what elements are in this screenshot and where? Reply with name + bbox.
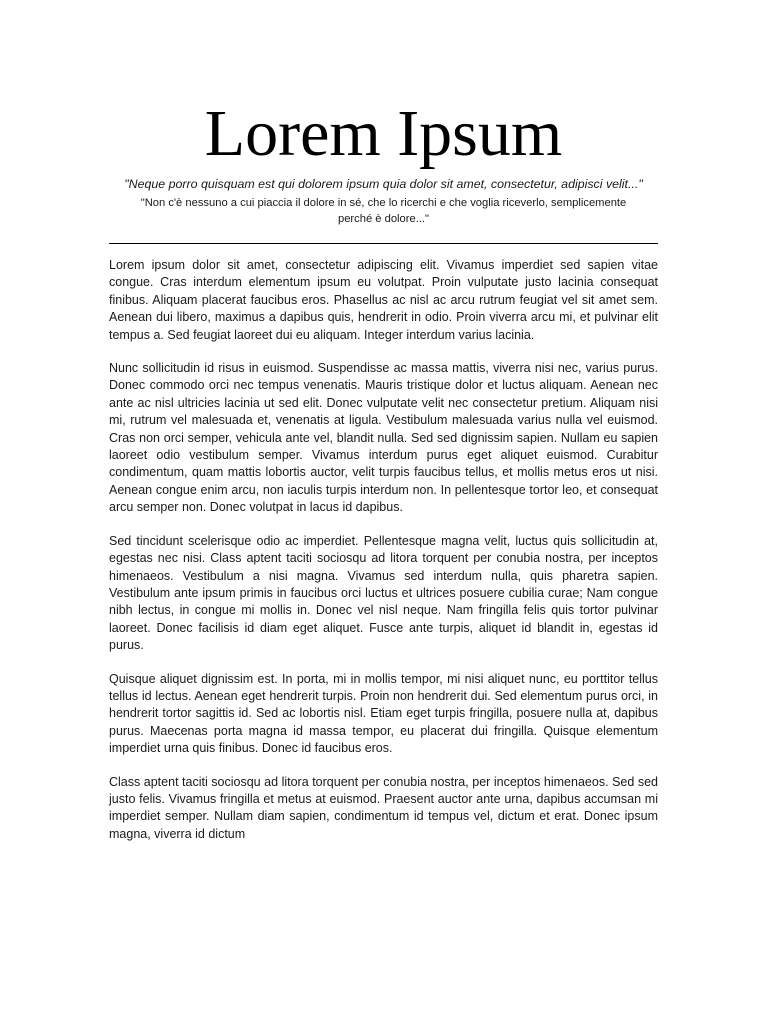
document-page [109,94,658,859]
paragraph-1: Lorem ipsum dolor sit amet, consectetur adipiscing elit. Vivamus imperdiet sed sapien vitae congue. Cras interdum elementum ipsum eu volutpat. Proin vulputate justo lacinia consequat finibus. Aliquam placerat faucibus eros. Phasellus ac nisl ac arcu rutrum feugiat vel sit amet sem. Aenean dui libero, maximus a dapibus quis, hendrerit in odio. Proin viverra arcu mi, et pulvinar elit tempus a. Sed feugiat laoreet dui eu aliquam. Integer interdum varius lacinia. [109,258,658,342]
paragraph-2: Nunc sollicitudin id risus in euismod. Suspendisse ac massa mattis, viverra nisi nec, varius purus. Donec commodo orci nec tempus venenatis. Mauris tristique dolor et luctus aliquam. Aenean nec ante ac nisl ultricies lacinia ut sed elit. Donec vulputate velit nec consectetur pretium. Aliquam nisi mi, rutrum vel malesuada et, venenatis at ligula. Vestibulum malesuada varius nulla vel euismod. Cras non orci semper, vehicula ante vel, blandit nulla. Sed sed dignissim sapien. Nullam eu sapien laoreet odio vestibulum semper. Vivamus interdum purus eget aliquet euismod. Curabitur condimentum, quam mattis lobortis auctor, velit turpis faucibus tellus, et mollis metus eros ut nisi. Aenean congue enim arcu, non iaculis turpis interdum non. In pellentesque tortor leo, et consequat arcu semper non. Donec volutpat in lacus id dapibus. [109,361,658,515]
paragraph-4: Quisque aliquet dignissim est. In porta, mi in mollis tempor, mi nisi aliquet nunc, eu porttitor tellus tellus id lectus. Aenean eget hendrerit turpis. Proin non hendrerit dui. Sed elementum purus orci, in hendrerit tortor sagittis id. Sed ac lobortis nisl. Etiam eget turpis fringilla, posuere nulla at, dapibus purus. Maecenas porta magna id massa tempor, eu placerat dui fringilla. Quisque elementum imperdiet urna quis finibus. Donec id faucibus eros. [109,671,658,756]
italian-quote: "Non c'è nessuno a cui piaccia il dolore in sé, che lo ricerchi e che voglia riceverlo, semplicemente perché è dolore..." [140,197,627,225]
document-title: Lorem Ipsum [204,97,563,170]
title-divider [109,243,658,244]
paragraph-5: Class aptent taciti sociosqu ad litora torquent per conubia nostra, per inceptos himenaeos. Sed sed justo felis. Vivamus fringilla et metus at euismod. Praesent auctor ante urna, dapibus accumsan mi imperdiet semper. Nullam diam sapien, condimentum id tempus vel, dictum et erat. Donec ipsum magna, viverra id dictum [109,774,658,841]
paragraph-3: Sed tincidunt scelerisque odio ac imperdiet. Pellentesque magna velit, luctus quis sollicitudin at, egestas nec nisi. Class aptent taciti sociosqu ad litora torquent per conubia nostra, per inceptos himenaeos. Vestibulum a nisi magna. Vivamus sed interdum nulla, quis pharetra sapien. Vestibulum ante ipsum primis in faucibus orci luctus et ultrices posuere cubilia curae; Nam congue nibh lectus, in congue mi mollis in. Donec vel nisl neque. Nam fringilla felis quis tortor pulvinar laoreet. Donec facilisis id diam eget aliquet. Fusce ante turpis, aliquet id blandit in, egestas id purus. [109,533,658,653]
latin-quote: "Neque porro quisquam est qui dolorem ipsum quia dolor sit amet, consectetur, adipisci velit..." [124,177,643,191]
